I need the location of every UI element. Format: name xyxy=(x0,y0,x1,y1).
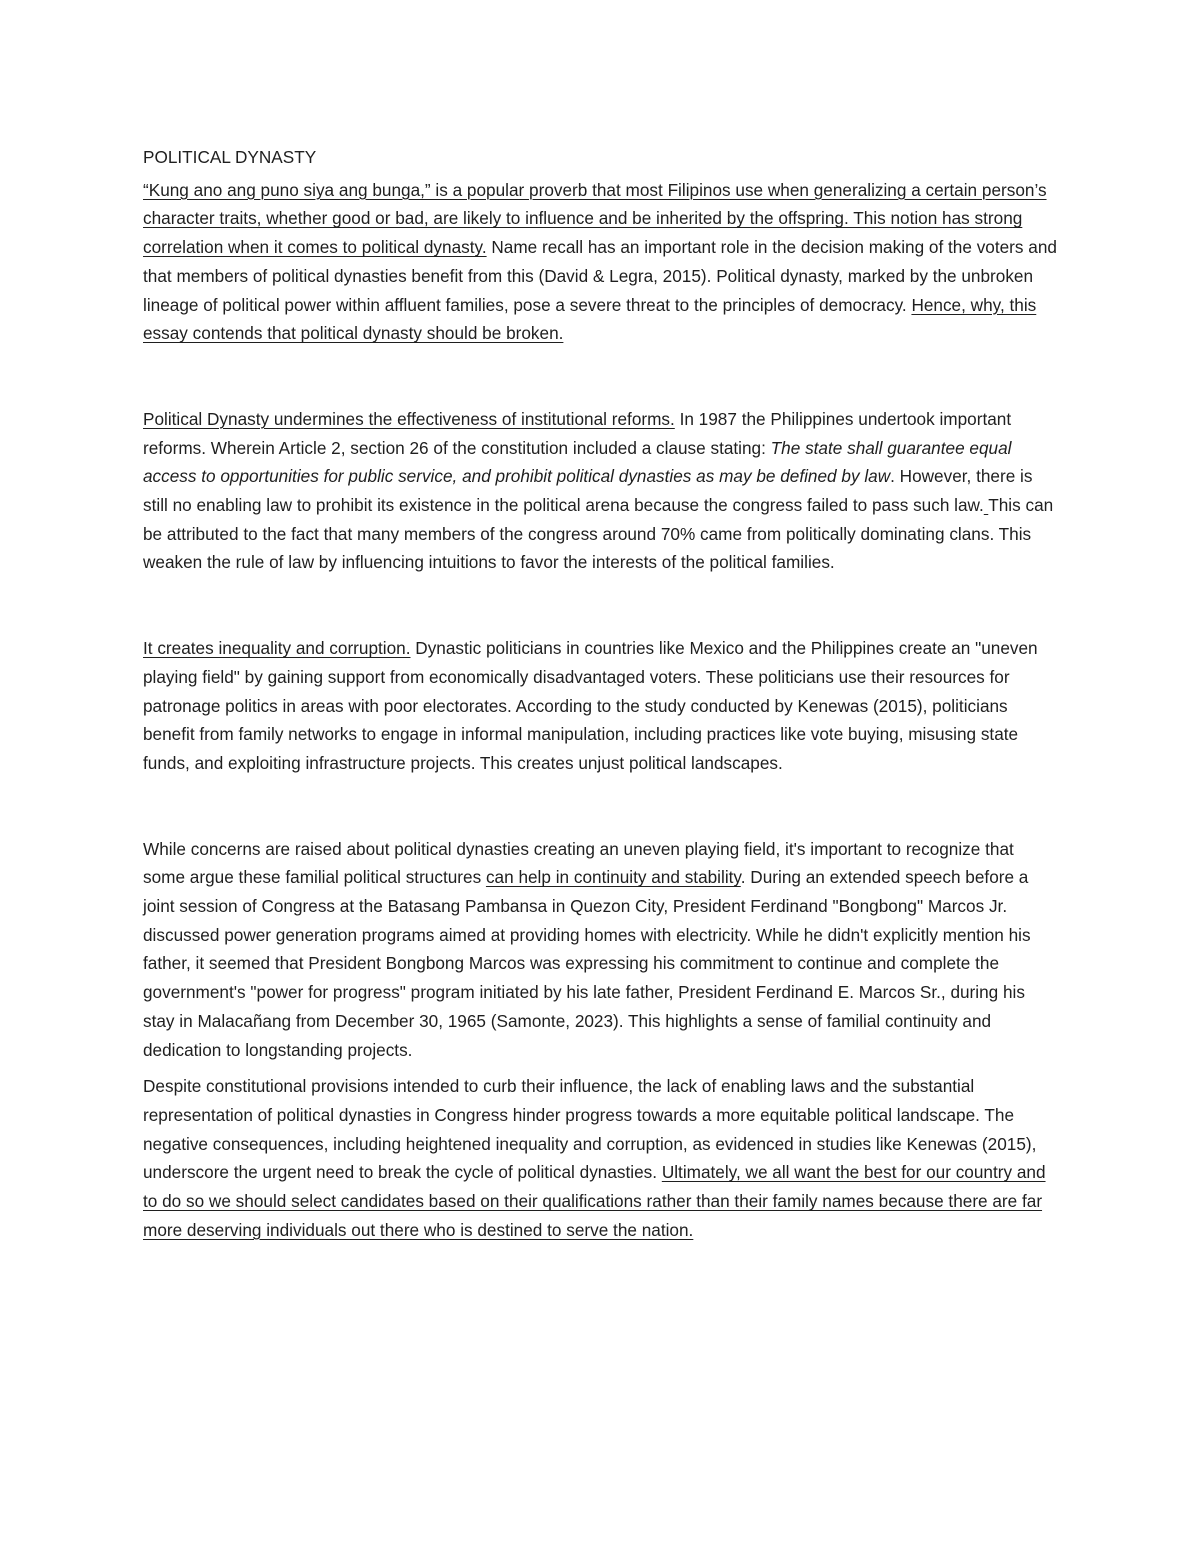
counterargument-body-1: While concerns are raised about political dynasties creating an uneven playing field, it's important to recognize that some argue these familial political structures xyxy=(143,838,1014,888)
paragraph-spacer xyxy=(143,577,1058,634)
intro-body: Name recall has an important role in the decision making of the voters and that members of political dynasties benefit from this (David & Legra, 2015). Political dynasty, marked by the unbroken lineage of political power within affluent families, pose a severe threat to the principles of democracy. xyxy=(143,237,1057,315)
intro-proverb-underlined: “Kung ano ang puno siya ang bunga,” is a popular proverb that most Filipinos use when generalizing a certain person’s character traits, whether good or bad, are likely to influence and be inherited by the offspring. This notion has strong correlation when it comes to political dynasty. xyxy=(143,179,1047,258)
counterargument-body-2: . During an extended speech before a joint session of Congress at the Batasang Pambansa in Quezon City, President Ferdinand "Bongbong" Marcos Jr. discussed power generation programs aimed at providing homes with electricity. While he didn't explicitly mention his father, it seemed that President Bongbong Marcos was expressing his commitment to continue and complete the government's "power for progress" program initiated by his late father, President Ferdinand E. Marcos Sr., during his stay in Malacañang from December 30, 1965 (Samonte, 2023). This highlights a sense of familial continuity and dedication to longstanding projects. xyxy=(143,867,1031,1060)
constitution-quote-italic: The state shall guarantee equal access to opportunities for public service, and prohibit political dynasties as may be defined by law xyxy=(143,437,1012,487)
document-title: POLITICAL DYNASTY xyxy=(143,147,317,167)
paragraph-spacer xyxy=(143,778,1058,835)
reforms-body-1: In 1987 the Philippines undertook important reforms. Wherein Article 2, section 26 of the constitution included a clause stating: xyxy=(143,408,1012,458)
reforms-body-2: . However, there is still no enabling law to prohibit its existence in the political arena because the congress failed to pass such law. xyxy=(143,466,1033,516)
paragraph-spacer xyxy=(143,1064,1058,1072)
thesis-statement-underlined: Hence, why, this essay contends that political dynasty should be broken. xyxy=(143,294,1037,344)
paragraph-introduction xyxy=(143,176,1058,348)
topic-sentence-inequality: It creates inequality and corruption. xyxy=(143,638,411,659)
document-page xyxy=(143,143,1058,1245)
conclusion-underlined: Ultimately, we all want the best for our country and to do so we should select candidates based on their qualifications rather than their family names because there are far more deserving individuals out there who is destined to serve the nation. xyxy=(143,1162,1046,1240)
topic-sentence-reforms: Political Dynasty undermines the effectiveness of institutional reforms. xyxy=(143,408,675,429)
paragraph-conclusion xyxy=(143,1072,1058,1244)
paragraph-counterargument xyxy=(143,835,1058,1065)
continuity-stability-underlined: can help in continuity and stability xyxy=(485,867,741,888)
paragraph-institutional-reforms xyxy=(143,405,1058,577)
reforms-body-3: This can be attributed to the fact that many members of the congress around 70% came from politically dominating clans. This weaken the rule of law by influencing intuitions to favor the interests of the political families. xyxy=(143,495,1054,573)
paragraph-spacer xyxy=(143,348,1058,405)
conclusion-body: Despite constitutional provisions intended to curb their influence, the lack of enabling laws and the substantial representation of political dynasties in Congress hinder progress towards a more equitable political landscape. The negative consequences, including heightened inequality and corruption, as evidenced in studies like Kenewas (2015), underscore the urgent need to break the cycle of political dynasties. xyxy=(143,1076,1037,1183)
paragraph-inequality-corruption xyxy=(143,634,1058,778)
inequality-body: Dynastic politicians in countries like Mexico and the Philippines create an "uneven playing field" by gaining support from economically disadvantaged voters. These politicians use their resources for patronage politics in areas with poor electorates. According to the study conducted by Kenewas (2015), politicians benefit from family networks to engage in informal manipulation, including practices like vote buying, misusing state funds, and exploiting infrastructure projects. This creates unjust political landscapes. xyxy=(143,638,1038,773)
